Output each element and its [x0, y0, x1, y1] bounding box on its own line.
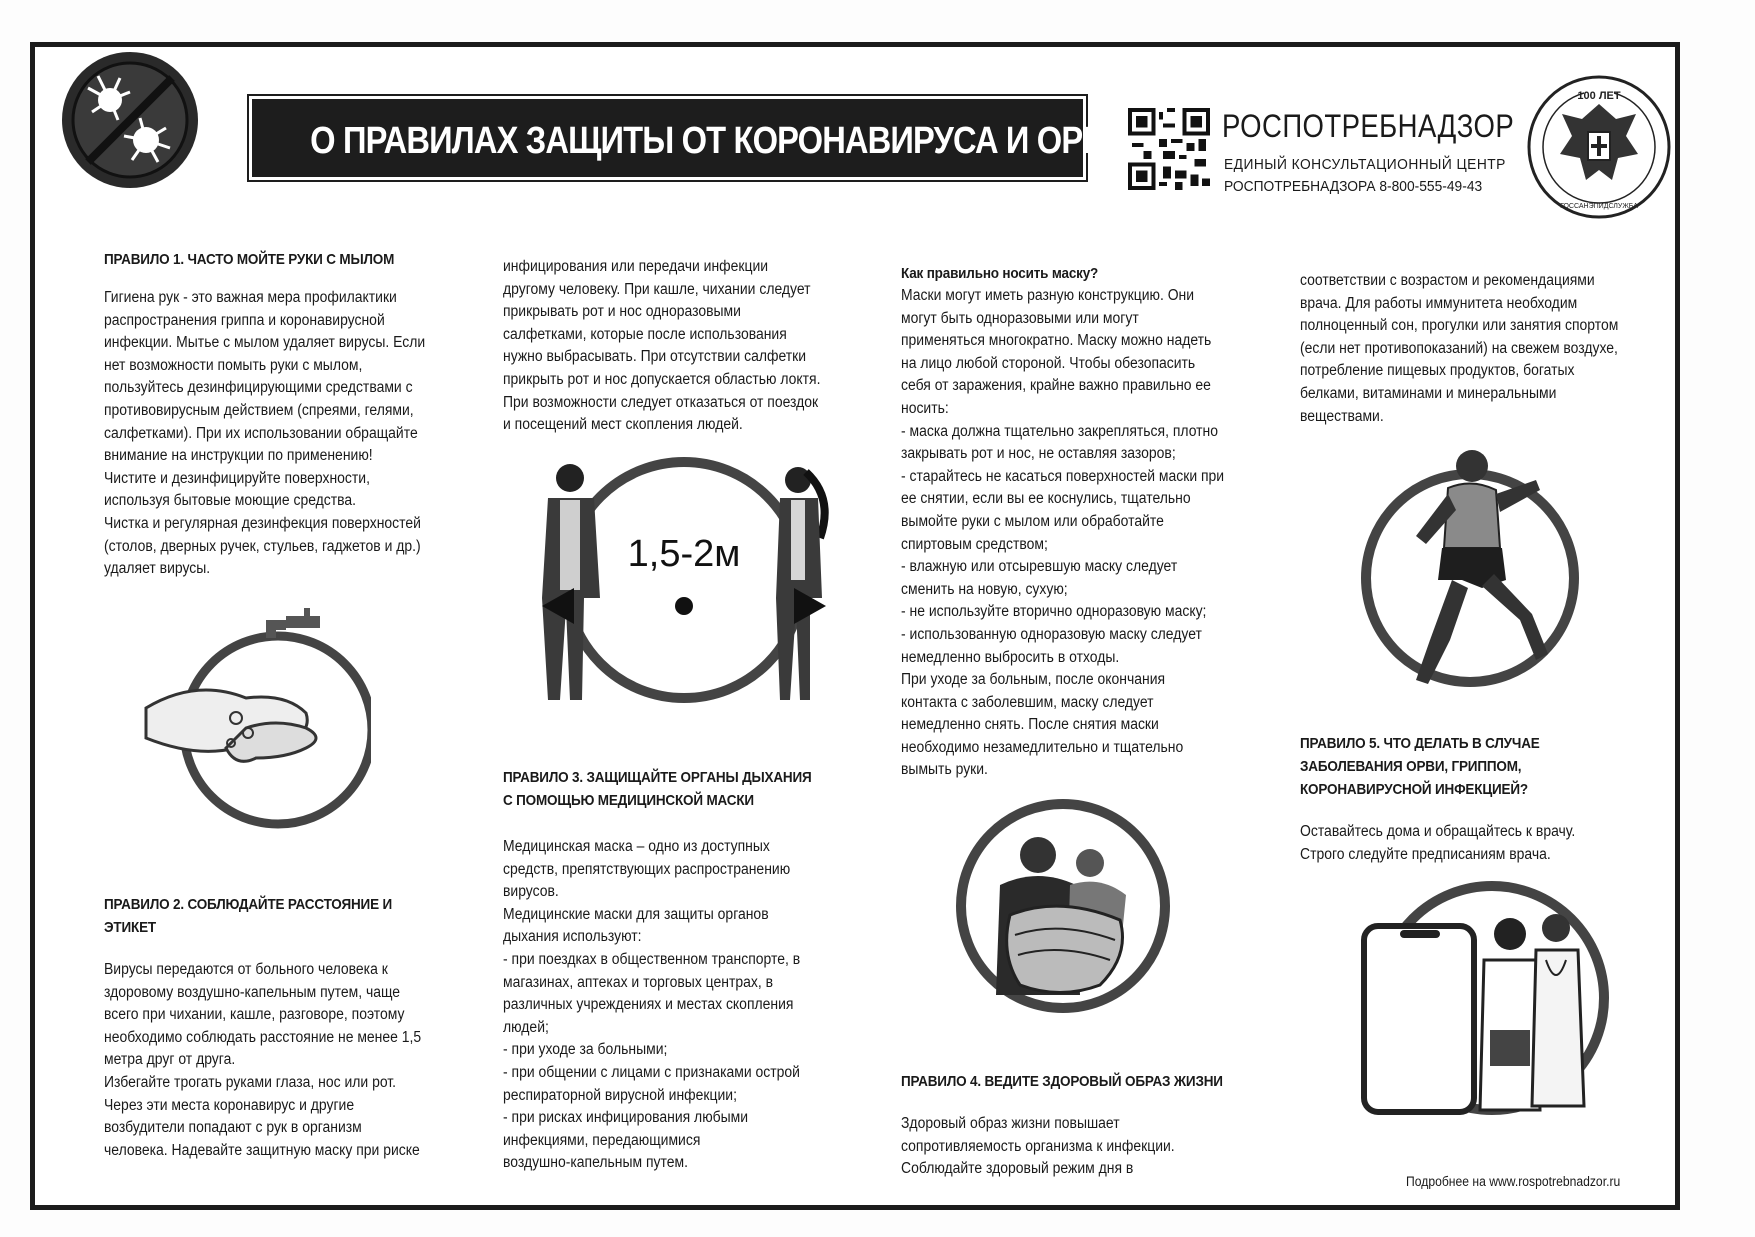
rule5-heading: ПРАВИЛО 5. ЧТО ДЕЛАТЬ В СЛУЧАЕ ЗАБОЛЕВАНИЯ ОРВИ, ГРИППОМ, КОРОНАВИРУСНОЙ ИНФЕКЦИЕЙ?	[1300, 735, 1540, 798]
rule1-section	[104, 248, 439, 581]
svg-text:ГОССАНЭПИДСЛУЖБА: ГОССАНЭПИДСЛУЖБА	[1560, 203, 1638, 210]
rule3-body: Медицинская маска – одно из доступных средств, препятствующих распространению вирусов. Медицинские маски для защиты органов дыхания используют: - при поездках в общественном транспорте, в магазинах, аптеках и торговых центрах, в различных учреждениях и местах скопления людей; - при уходе за больными; - при общении с лицами с признаками острой респираторной вирусной инфекции; - при рисках инфицирования любыми инфекциями, передающимися воздушно-капельным путем.	[503, 838, 801, 1172]
rule2-continuation-text: инфицирования или передачи инфекции другому человеку. При кашле, чихании следует прикрывать рот и нос одноразовыми салфетками, которые после использования нужно выбрасывать. При отсутствии салфетки прикрыть рот и нос допускается областью локтя. При возможности следует отказаться от поездок и посещений мест скопления людей.	[503, 258, 821, 434]
runner-illustration	[1360, 440, 1582, 696]
qr-code-icon[interactable]	[1128, 108, 1210, 190]
rule2-body: Вирусы передаются от больного человека к здоровому воздушно-капельным путем, чаще всего при чихании, кашле, разговоре, поэтому необходимо соблюдать расстояние не менее 1,5 метра друг от друга. Избегайте трогать руками глаза, нос или рот. Через эти места коронавирус и другие возбудители попадают с рук в организм человека. Надевайте защитную маску при риске	[104, 961, 422, 1159]
mask-body: Маски могут иметь разную конструкцию. Они могут быть одноразовыми или могут применяться многократно. Маску можно надеть на лицо любой стороной. Чтобы обезопасить себя от заражения, крайне важно правильно ее носить: - маска должна тщательно закрепляться, плотно закрывать рот и нос, не оставляя зазоров; - старайтесь не касаться поверхностей маски при ее снятии, если вы ее коснулись, тщательно вымойте руки с мылом или обработайте спиртовым средством; - влажную или отсыревшую маску следует сменить на новую, сухую; - не используйте вторично одноразовую маску; - использованную одноразовую маску следует немедленно выбросить в отходы. При уходе за больным, после окончания контакта с заболевшим, маску следует немедленно снять. После снятия маски необходимо незамедлительно и тщательно вымыть руки.	[901, 287, 1225, 779]
rule5-body: Оставайтесь дома и обращайтесь к врачу. Строго следуйте предписаниям врача.	[1300, 823, 1576, 863]
rule3-heading: ПРАВИЛО 3. ЗАЩИЩАЙТЕ ОРГАНЫ ДЫХАНИЯ С ПОМОЩЬЮ МЕДИЦИНСКОЙ МАСКИ	[503, 769, 812, 809]
emblem-logo	[1526, 74, 1672, 220]
rule3-section	[503, 766, 834, 1175]
rule1-heading: ПРАВИЛО 1. ЧАСТО МОЙТЕ РУКИ С МЫЛОМ	[104, 251, 395, 268]
svg-text:100 ЛЕТ: 100 ЛЕТ	[1577, 90, 1621, 102]
rule4-continuation-text: соответствии с возрастом и рекомендациями врача. Для работы иммунитета необходим полноценный сон, прогулки или занятия спортом (если нет противопоказаний) на свежем воздухе, потребление пищевых продуктов, богатых белками, витаминами и минеральными веществами.	[1300, 272, 1619, 425]
rule4-continuation	[1300, 270, 1633, 428]
mask-heading: Как правильно носить маску?	[901, 265, 1099, 282]
no-virus-icon	[58, 48, 203, 193]
mask-illustration	[950, 795, 1176, 1017]
rule4-heading: ПРАВИЛО 4. ВЕДИТЕ ЗДОРОВЫЙ ОБРАЗ ЖИЗНИ	[901, 1073, 1223, 1090]
doctor-phone-illustration	[1360, 880, 1624, 1150]
mask-section	[901, 262, 1230, 782]
rule4-body: Здоровый образ жизни повышает сопротивляемость организма к инфекции. Соблюдайте здоровый режим дня в	[901, 1115, 1175, 1178]
org-consult-center: ЕДИНЫЙ КОНСУЛЬТАЦИОННЫЙ ЦЕНТР	[1224, 156, 1506, 173]
distance-label: 1,5-2м	[627, 533, 741, 575]
org-name: РОСПОТРЕБНАДЗОР	[1222, 108, 1515, 144]
rule2-section	[104, 893, 439, 1162]
rule2-heading: ПРАВИЛО 2. СОБЛЮДАЙТЕ РАССТОЯНИЕ И ЭТИКЕТ	[104, 896, 392, 936]
page-title: О ПРАВИЛАХ ЗАЩИТЫ ОТ КОРОНАВИРУСА И ОРВИ	[249, 96, 1086, 180]
rule1-body: Гигиена рук - это важная мера профилактики распространения гриппа и коронавирусной инфекции. Мытье с мылом удаляет вирусы. Если нет возможности помыть руки с мылом, пользуйтесь дезинфицирующими средствами с противовирусным действием (спреями, гелями, салфетками). При их использовании обращайте внимание на инструкции по применению! Чистите и дезинфицируйте поверхности, используя бытовые моющие средства. Чистка и регулярная дезинфекция поверхностей (столов, дверных ручек, стульев, гаджетов и др.) удаляет вирусы.	[104, 289, 426, 578]
org-hotline: РОСПОТРЕБНАДЗОРА 8-800-555-49-43	[1224, 178, 1483, 195]
distance-illustration	[504, 448, 864, 718]
handwashing-illustration	[136, 598, 371, 838]
rule5-section	[1300, 732, 1633, 866]
rule4-section	[901, 1070, 1230, 1181]
footer-link[interactable]: Подробнее на www.rospotrebnadzor.ru	[1406, 1174, 1621, 1189]
rule2-continuation	[503, 256, 834, 437]
